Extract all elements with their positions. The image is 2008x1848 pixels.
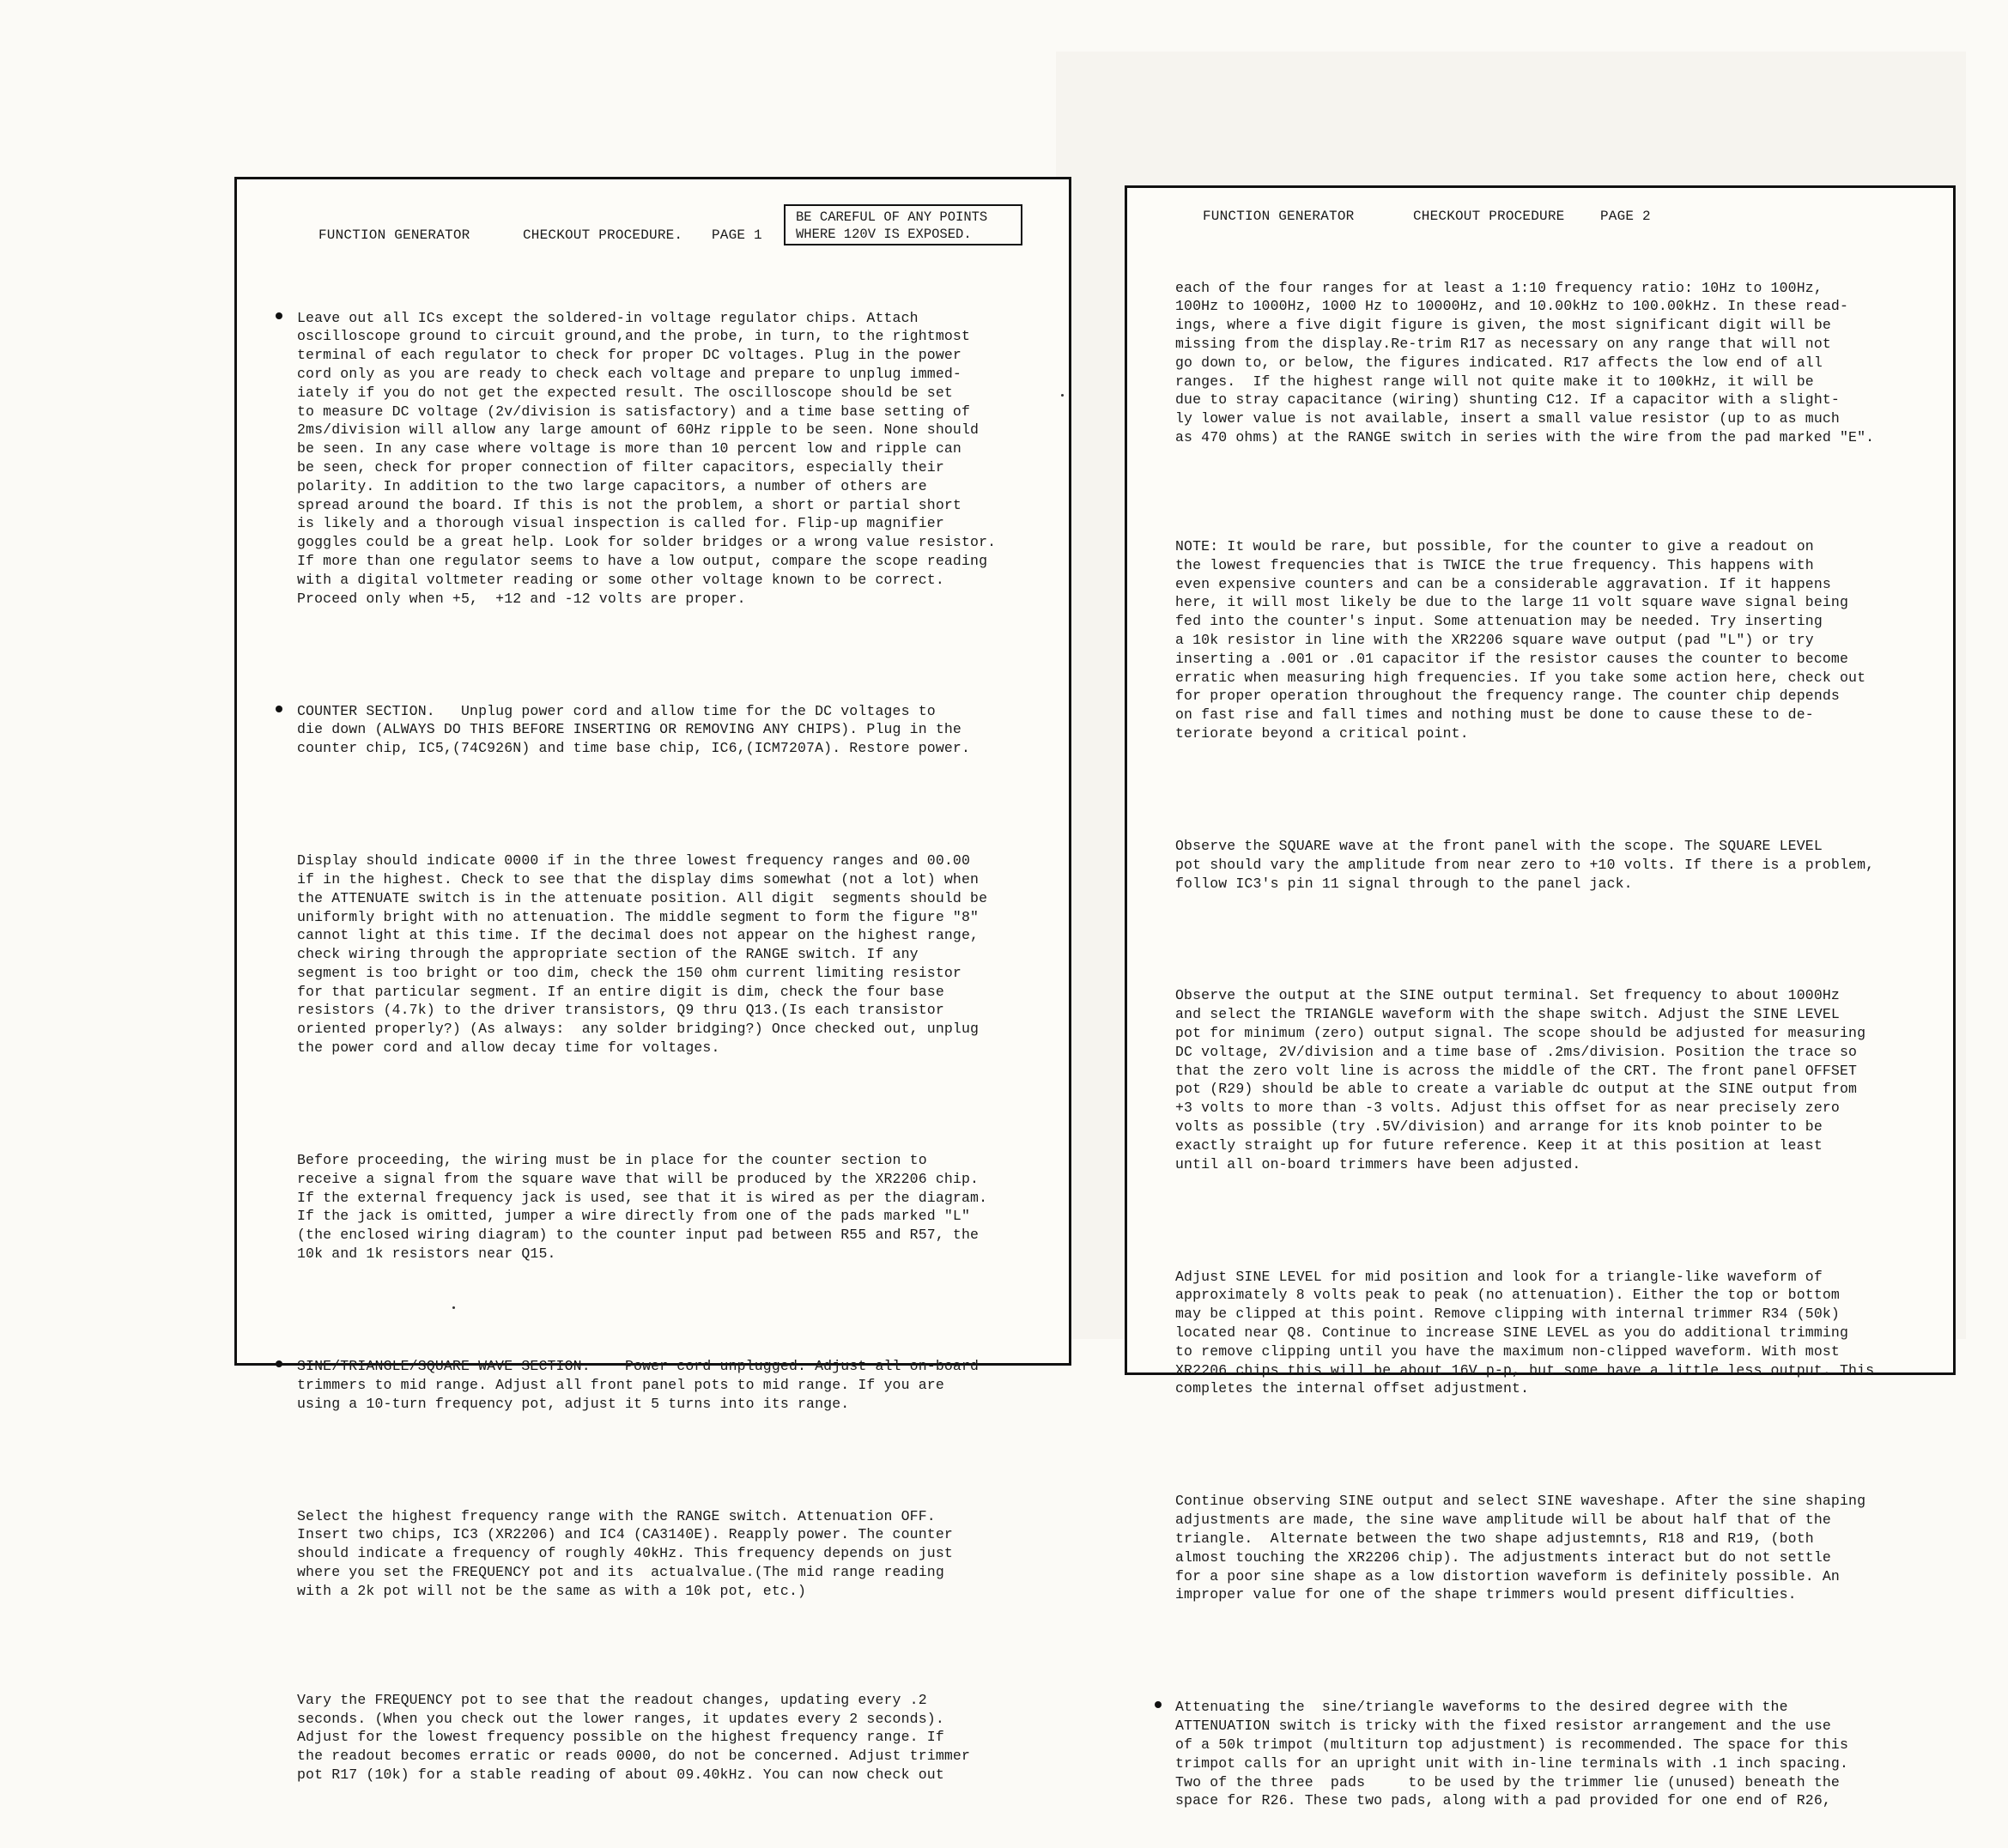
page-2-header xyxy=(1203,209,1651,224)
bullet-paragraph xyxy=(1165,1698,1864,1810)
paragraph-text: each of the four ranges for at least a 1:10 frequency ratio: 10Hz to 100Hz, 100Hz to 1000Hz, 1000 Hz to 10000Hz, and 10.00kHz to 100.00kHz. In these read- ings, where a five digit figure is given, the most significant digit will be missing from the display.Re-trim R17 as necessary on any range that will not go down to, or below, the figures indicated. R17 affects the low end of all ranges. If the highest range will not quite make it to 100kHz, it will be due to stray capacitance (wiring) shunting C12. If a capacitor with a slight- ly lower value is not available, insert a small value resistor (up to as much as 470 ohms) at the RANGE switch in series with the wire from the pad marked "E". xyxy=(1175,279,1875,445)
paragraph-text: Leave out all ICs except the soldered-in voltage regulator chips. Attach oscilloscope ground to circuit ground,and the probe, in turn, to the rightmost terminal of each regulator to check for proper DC voltages. Plug in the power cord only as you are ready to check each voltage and prepare to unplug immed- iately if you do not get the expected result. The oscilloscope should be set to measure DC voltage (2v/division is satisfactory) and a time base setting of 2ms/division will allow any large amount of 60Hz ripple to be seen. None should be seen. In any case where voltage is more than 10 percent low and ripple can be seen, check for proper connection of filter capacitors, especially their polarity. In addition to the two large capacitors, a number of others are spread around the board. If this is not the problem, a short or partial short is likely and a thorough visual inspection is called for. Flip-up magnifier goggles could be a great help. Look for solder bridges or a wrong value resistor. If more than one regulator seems to have a low output, compare the scope reading with a digital voltmeter reading or some other voltage known to be correct. Proceed only when +5, +12 and -12 volts are proper. xyxy=(297,309,997,607)
paragraph xyxy=(1175,279,1874,447)
bullet-icon xyxy=(1155,1701,1162,1708)
paragraph xyxy=(1175,986,1874,1173)
page-1-header xyxy=(318,227,762,243)
page-2-subtitle: CHECKOUT PROCEDURE xyxy=(1413,209,1565,224)
page-2-title: FUNCTION GENERATOR xyxy=(1203,209,1355,224)
page-1-number: PAGE 1 xyxy=(712,227,762,243)
paragraph xyxy=(1175,1492,1874,1604)
page-2 xyxy=(1125,185,1956,1809)
paragraph-text: Display should indicate 0000 if in the three lowest frequency ranges and 00.00 if in the highest. Check to see that the display dims somewhat (not a lot) when the ATTENUATE switch is in the attenuate position. All digit segments should be uniformly bright with no attenuation. The middle segment to form the figure "8" cannot light at this time. If the decimal does not appear on the highest range, check wiring through the appropriate section of the RANGE switch. If any segment is too bright or too dim, check the 150 ohm current limiting resistor for that particular segment. If an entire digit is dim, check the four base resistors (4.7k) to the driver transistors, Q9 thru Q13.(Is each transistor oriented properly?) (As always: any solder bridging?) Once checked out, unplug the power cord and allow decay time for voltages. xyxy=(297,852,988,1057)
stray-mark xyxy=(1061,394,1064,397)
page-1-body xyxy=(278,271,996,1821)
bullet-icon xyxy=(276,312,282,319)
bullet-paragraph xyxy=(278,702,996,758)
paragraph xyxy=(278,851,996,1057)
paragraph-text: Observe the SQUARE wave at the front panel with the scope. The SQUARE LEVEL pot should vary the amplitude from near zero to +10 volts. If there is a problem, follow IC3's pin 11 signal through to the panel jack. xyxy=(1175,837,1875,892)
paragraph xyxy=(278,1151,996,1263)
paragraph xyxy=(1175,1268,1874,1399)
bullet-paragraph xyxy=(278,309,996,609)
paragraph xyxy=(1175,837,1874,893)
page-1-subtitle: CHECKOUT PROCEDURE. xyxy=(523,227,683,243)
paragraph xyxy=(278,1507,996,1601)
paragraph xyxy=(278,1691,996,1784)
page-1-title: FUNCTION GENERATOR xyxy=(318,227,470,243)
bullet-icon xyxy=(276,1360,282,1367)
warning-line-2: WHERE 120V IS EXPOSED. xyxy=(796,227,972,242)
paragraph-text: Adjust SINE LEVEL for mid position and look for a triangle-like waveform of approximately 8 volts peak to peak (no attenuation). Either the top or bottom may be clipped at this point. Remove clipping with internal trimmer R34 (50k) located near Q8. Continue to increase SINE LEVEL as you do additional trimming to remove clipping until you have the maximum non-clipped waveform. With most XR2206 chips this will be about 16V p-p, but some have a little less output. This completes the internal offset adjustment. xyxy=(1175,1268,1875,1397)
bullet-paragraph xyxy=(278,1357,996,1413)
paragraph-text: Vary the FREQUENCY pot to see that the readout changes, updating every .2 seconds. (When you check out the lower ranges, it updates every 2 seconds). Adjust for the lowest frequency possible on the highest frequency range. If the readout becomes erratic or reads 0000, do not be concerned. Adjust trimmer pot R17 (10k) for a stable reading of about 09.40kHz. You can now check out xyxy=(297,1691,971,1783)
page-2-number: PAGE 2 xyxy=(1600,209,1651,224)
paragraph-text: NOTE: It would be rare, but possible, for the counter to give a readout on the lowest frequencies that is TWICE the true frequency. This happens with even expensive counters and can be a considerable aggravation. If it happens here, it will most likely be due to the large 11 volt square wave signal being fed into the counter's input. Some attenuation may be needed. Try inserting a 10k resistor in line with the XR2206 square wave output (pad "L") or try inserting a .001 or .01 capacitor if the resistor causes the counter to become erratic when measuring high frequencies. If you take some action here, check out for proper operation throughout the frequency range. The counter chip depends on fast rise and fall times and nothing must be done to cause these to de- teriorate beyond a critical point. xyxy=(1175,537,1866,742)
paragraph-text: Select the highest frequency range with the RANGE switch. Attenuation OFF. Insert two chips, IC3 (XR2206) and IC4 (CA3140E). Reapply power. The counter should indicate a frequency of roughly 40kHz. This frequency depends on just where you set the FREQUENCY pot and its actualvalue.(The mid range reading with a 2k pot will not be the same as with a 10k pot, etc.) xyxy=(297,1507,953,1599)
paragraph-text: SINE/TRIANGLE/SQUARE WAVE SECTION. Power cord unplugged. Adjust all on-board trimmers to mid range. Adjust all front panel pots to mid range. If you are using a 10-turn frequency pot, adjust it 5 turns into its range. xyxy=(297,1358,980,1412)
paragraph-text: COUNTER SECTION. Unplug power cord and allow time for the DC voltages to die down (ALWAYS DO THIS BEFORE INSERTING OR REMOVING ANY CHIPS). Plug in the counter chip, IC5,(74C926N) and time base chip, IC6,(ICM7207A). Restore power. xyxy=(297,702,971,757)
paragraph-text: Attenuating the sine/triangle waveforms to the desired degree with the ATTENUATION switch is tricky with the fixed resistor arrangement and the use of a 50k trimpot (multiturn top adjustment) is recommended. The space for this trimpot calls for an upright unit with in-line terminals with .1 inch spacing. Two of the three pads to be used by the trimmer lie (unused) beneath the space for R26. These two pads, along with a pad provided for one end of R26, xyxy=(1175,1699,1849,1809)
warning-box xyxy=(784,204,1022,245)
paragraph-text: Continue observing SINE output and select SINE waveshape. After the sine shaping adjustments are made, the sine wave amplitude will be about half that of the triangle. Alternate between the two shape adjustemnts, R18 and R19, (both almost touching the XR2206 chip). The adjustments interact but do not settle for a poor sine shape as a low distortion waveform is definitely possible. An improper value for one of the shape trimmers would present difficulties. xyxy=(1175,1493,1866,1603)
stray-mark xyxy=(452,1306,455,1309)
page-1 xyxy=(234,177,1071,1783)
warning-line-1: BE CAREFUL OF ANY POINTS xyxy=(796,209,988,225)
paragraph xyxy=(1175,537,1874,743)
bullet-icon xyxy=(276,706,282,712)
paragraph-text: Before proceeding, the wiring must be in place for the counter section to receive a signal from the square wave that will be produced by the XR2206 chip. If the external frequency jack is used, see that it is wired as per the diagram. If the jack is omitted, jumper a wire directly from one of the pads marked "L" (the enclosed wiring diagram) to the counter input pad between R55 and R57, the 10k and 1k resistors near Q15. xyxy=(297,1152,988,1263)
page-2-body xyxy=(1175,241,1874,1848)
paragraph-text: Observe the output at the SINE output terminal. Set frequency to about 1000Hz and select the TRIANGLE waveform with the shape switch. Adjust the SINE LEVEL pot for minimum (zero) output signal. The scope should be adjusted for measuring DC voltage, 2V/division and a time base of .2ms/division. Position the trace so that the zero volt line is across the middle of the CRT. The front panel OFFSET pot (R29) should be able to create a variable dc output at the SINE output from +3 volts to more than -3 volts. Adjust this offset for as near precisely zero volts as possible (try .5V/division) and arrange for its knob pointer to be exactly straight up for future reference. Keep it at this position at least until all on-board trimmers have been adjusted. xyxy=(1175,987,1866,1172)
